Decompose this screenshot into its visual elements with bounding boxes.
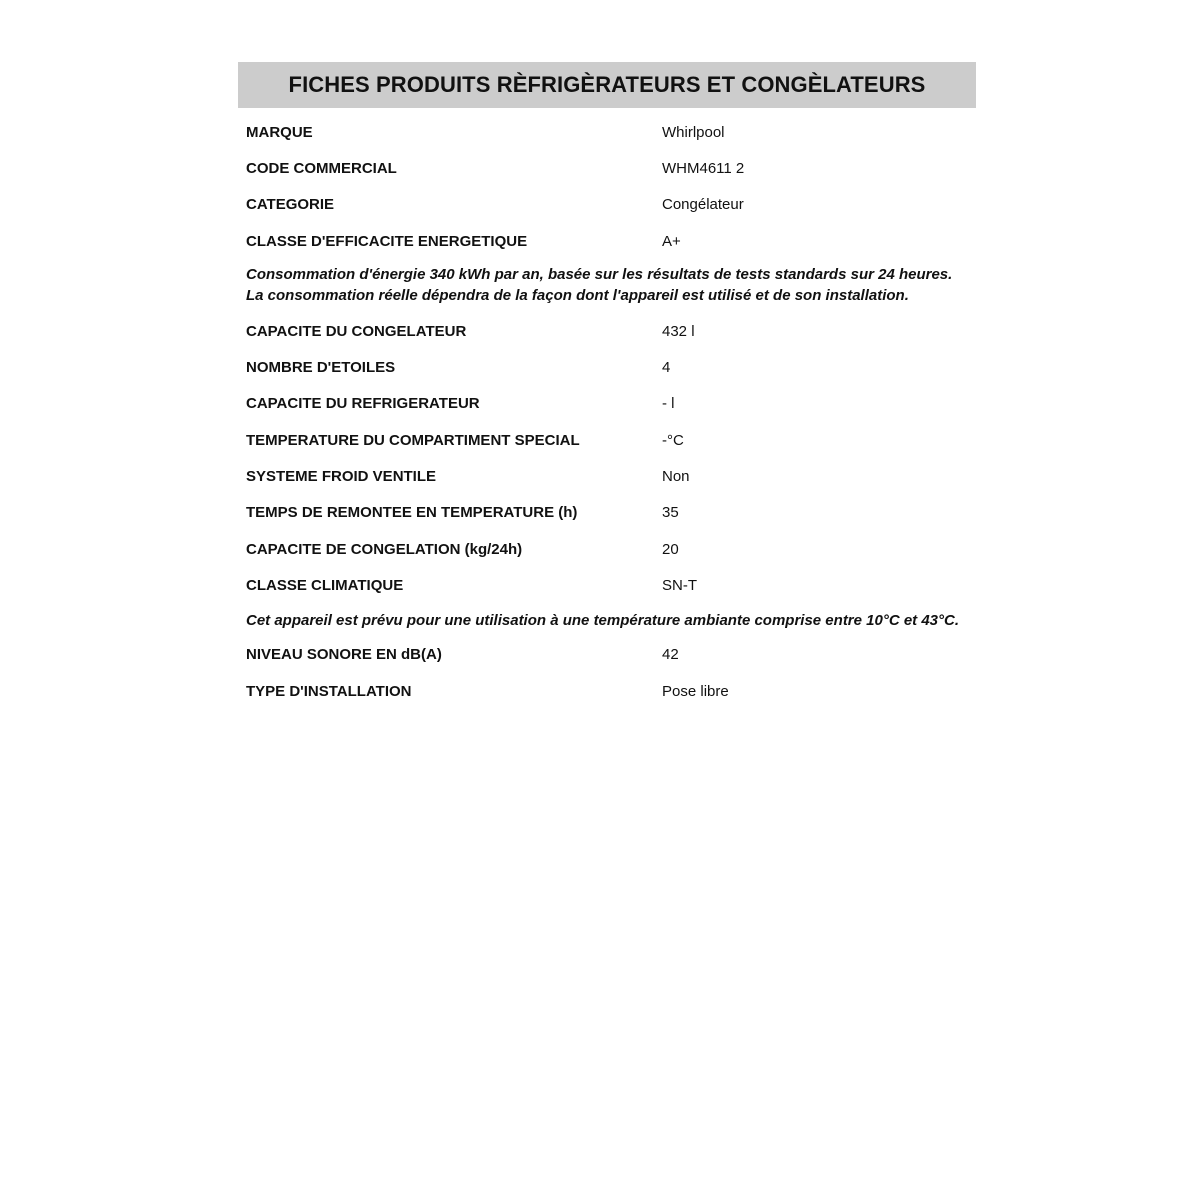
spec-row-commercial-code <box>238 150 976 186</box>
spec-row-brand <box>238 114 976 150</box>
spec-label: CLASSE CLIMATIQUE <box>246 576 404 594</box>
spec-label: SYSTEME FROID VENTILE <box>246 468 437 486</box>
spec-row-temperature-rise-time <box>238 495 976 531</box>
product-sheet <box>238 62 976 709</box>
spec-label: CODE COMMERCIAL <box>246 159 397 177</box>
spec-value: 35 <box>662 504 679 522</box>
spec-label: CATEGORIE <box>246 196 335 214</box>
energy-consumption-note: Consommation d'énergie 340 kWh par an, basée sur les résultats de tests standards sur 24 heures. La consommation réelle dépendra de la façon dont l'appareil est utilisé et de son installation. <box>246 266 953 305</box>
page-title: FICHES PRODUITS RÈFRIGÈRATEURS ET CONGÈLATEURS <box>288 72 926 97</box>
spec-label: NIVEAU SONORE EN dB(A) <box>246 646 442 664</box>
spec-row-noise-level <box>238 637 976 673</box>
spec-label: CLASSE D'EFFICACITE ENERGETIQUE <box>246 232 528 250</box>
spec-row-no-frost <box>238 458 976 494</box>
spec-row-installation-type <box>238 673 976 709</box>
spec-value: 42 <box>662 646 679 664</box>
spec-row-star-rating <box>238 349 976 385</box>
spec-row-freezer-capacity <box>238 313 976 349</box>
spec-value: Non <box>662 468 690 486</box>
spec-value: WHM4611 2 <box>662 159 745 177</box>
spec-label: CAPACITE DU CONGELATEUR <box>246 322 467 340</box>
spec-value: 4 <box>662 359 671 377</box>
spec-value: Whirlpool <box>662 123 725 141</box>
spec-value: 20 <box>662 540 679 558</box>
spec-label: TEMPERATURE DU COMPARTIMENT SPECIAL <box>246 431 580 449</box>
spec-row-climate-class <box>238 567 976 603</box>
spec-label: CAPACITE DU REFRIGERATEUR <box>246 395 480 413</box>
spec-label: CAPACITE DE CONGELATION (kg/24h) <box>246 540 523 558</box>
spec-label: TYPE D'INSTALLATION <box>246 682 412 700</box>
spec-label: MARQUE <box>246 123 313 141</box>
spec-row-special-compartment-temp <box>238 422 976 458</box>
spec-row-category <box>238 187 976 223</box>
spec-label: TEMPS DE REMONTEE EN TEMPERATURE (h) <box>246 504 578 522</box>
spec-value: -°C <box>662 431 684 449</box>
spec-value: A+ <box>662 232 681 250</box>
spec-label: NOMBRE D'ETOILES <box>246 359 396 377</box>
spec-value: 432 l <box>662 322 695 340</box>
spec-value: Congélateur <box>662 196 744 214</box>
spec-value: - l <box>662 395 675 413</box>
spec-row-energy-class <box>238 223 976 259</box>
spec-value: SN-T <box>662 576 697 594</box>
spec-row-freezing-capacity <box>238 531 976 567</box>
climate-class-note: Cet appareil est prévu pour une utilisation à une température ambiante comprise entre 10°C et 43°C. <box>246 611 960 629</box>
title-bar <box>238 62 976 108</box>
spec-row-fridge-capacity <box>238 386 976 422</box>
spec-value: Pose libre <box>662 682 729 700</box>
